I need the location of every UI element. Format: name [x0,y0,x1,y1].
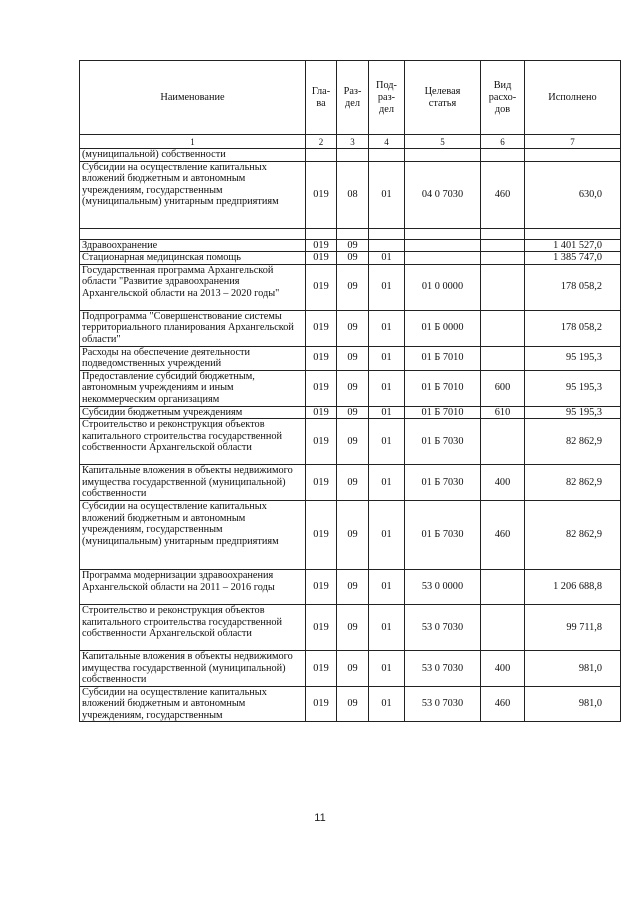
row-podrazdel: 01 [369,370,405,406]
row-razdel: 08 [337,161,369,228]
row-name [80,228,306,239]
row-expense-type [481,149,525,162]
row-razdel: 09 [337,604,369,650]
row-name: Строительство и реконструкция объектов капитального строительства государственной собственности Архангельской области [80,419,306,465]
row-target-article: 01 Б 7030 [405,465,481,501]
row-razdel: 09 [337,569,369,604]
row-podrazdel: 01 [369,569,405,604]
row-podrazdel [369,228,405,239]
header-executed: Исполнено [525,61,621,135]
table-row [80,239,621,252]
row-target-article: 01 Б 7030 [405,500,481,569]
row-expense-type: 460 [481,500,525,569]
table-header-row [80,61,621,135]
row-razdel: 09 [337,465,369,501]
row-name: Государственная программа Архангельской области "Развитие здравоохранения Архангельской области на 2013 – 2020 годы" [80,264,306,310]
row-target-article: 53 0 7030 [405,604,481,650]
table-row [80,406,621,419]
row-glava: 019 [306,419,337,465]
row-name: Предоставление субсидий бюджетным, автономным учреждениям и иным некоммерческим организациям [80,370,306,406]
row-target-article: 01 Б 7010 [405,370,481,406]
row-amount: 630,0 [525,161,621,228]
row-podrazdel: 01 [369,310,405,346]
row-podrazdel: 01 [369,161,405,228]
row-name: Капитальные вложения в объекты недвижимого имущества государственной (муниципальной) собственности [80,465,306,501]
row-target-article: 53 0 0000 [405,569,481,604]
row-name: (муниципальной) собственности [80,149,306,162]
table-row [80,346,621,370]
row-razdel: 09 [337,406,369,419]
column-number: 6 [481,135,525,149]
row-name: Капитальные вложения в объекты недвижимого имущества государственной (муниципальной) собственности [80,650,306,686]
table-row [80,604,621,650]
row-name: Стационарная медицинская помощь [80,252,306,265]
header-glava: Гла- ва [306,61,337,135]
table-row [80,465,621,501]
row-expense-type [481,604,525,650]
table-row [80,228,621,239]
header-target-article: Целевая статья [405,61,481,135]
row-glava: 019 [306,604,337,650]
row-amount: 178 058,2 [525,264,621,310]
row-target-article: 53 0 7030 [405,686,481,722]
row-amount: 82 862,9 [525,465,621,501]
row-name: Субсидии бюджетным учреждениям [80,406,306,419]
row-glava: 019 [306,500,337,569]
row-amount: 95 195,3 [525,346,621,370]
row-podrazdel: 01 [369,346,405,370]
row-glava: 019 [306,264,337,310]
row-name: Здравоохранение [80,239,306,252]
row-amount [525,149,621,162]
row-razdel: 09 [337,419,369,465]
row-expense-type: 400 [481,465,525,501]
row-glava: 019 [306,310,337,346]
row-expense-type: 460 [481,686,525,722]
budget-execution-table [79,60,621,722]
row-amount: 981,0 [525,650,621,686]
row-name: Подпрограмма "Совершенствование системы территориального планирования Архангельской области" [80,310,306,346]
column-number: 5 [405,135,481,149]
row-razdel: 09 [337,264,369,310]
row-expense-type [481,228,525,239]
row-amount: 95 195,3 [525,406,621,419]
row-target-article [405,252,481,265]
row-amount: 95 195,3 [525,370,621,406]
row-razdel: 09 [337,650,369,686]
row-razdel: 09 [337,239,369,252]
row-name: Строительство и реконструкция объектов капитального строительства государственной собственности Архангельской области [80,604,306,650]
row-name: Субсидии на осуществление капитальных вложений бюджетным и автономным учреждениям, государственным (муниципальным) унитарным предприятиям [80,500,306,569]
row-amount: 981,0 [525,686,621,722]
column-number: 1 [80,135,306,149]
row-podrazdel: 01 [369,686,405,722]
row-target-article [405,228,481,239]
row-razdel: 09 [337,346,369,370]
table-row [80,686,621,722]
row-glava: 019 [306,406,337,419]
row-expense-type: 400 [481,650,525,686]
row-amount [525,228,621,239]
row-podrazdel: 01 [369,500,405,569]
row-expense-type [481,264,525,310]
page-number: 11 [314,812,326,824]
row-razdel: 09 [337,310,369,346]
row-glava: 019 [306,465,337,501]
column-number: 7 [525,135,621,149]
row-amount: 1 401 527,0 [525,239,621,252]
row-target-article: 01 Б 0000 [405,310,481,346]
row-expense-type [481,419,525,465]
row-amount: 82 862,9 [525,500,621,569]
row-podrazdel: 01 [369,264,405,310]
header-razdel: Раз- дел [337,61,369,135]
column-number: 3 [337,135,369,149]
row-podrazdel: 01 [369,650,405,686]
row-glava: 019 [306,252,337,265]
row-name: Расходы на обеспечение деятельности подведомственных учреждений [80,346,306,370]
row-razdel: 09 [337,500,369,569]
row-name: Субсидии на осуществление капитальных вложений бюджетным и автономным учреждениям, государственным [80,686,306,722]
row-glava: 019 [306,239,337,252]
column-number: 2 [306,135,337,149]
row-glava: 019 [306,569,337,604]
row-amount: 82 862,9 [525,419,621,465]
row-amount: 178 058,2 [525,310,621,346]
row-expense-type [481,252,525,265]
column-number-row [80,135,621,149]
row-target-article [405,239,481,252]
row-name: Программа модернизации здравоохранения Архангельской области на 2011 – 2016 годы [80,569,306,604]
table-row [80,252,621,265]
row-expense-type: 610 [481,406,525,419]
row-glava [306,228,337,239]
row-podrazdel [369,239,405,252]
column-number: 4 [369,135,405,149]
row-podrazdel: 01 [369,465,405,501]
row-podrazdel: 01 [369,419,405,465]
row-podrazdel: 01 [369,406,405,419]
row-target-article: 53 0 7030 [405,650,481,686]
row-podrazdel: 01 [369,604,405,650]
row-amount: 1 206 688,8 [525,569,621,604]
row-razdel: 09 [337,370,369,406]
row-glava: 019 [306,650,337,686]
table-row [80,161,621,228]
row-glava: 019 [306,686,337,722]
table-row [80,419,621,465]
row-podrazdel [369,149,405,162]
row-target-article: 01 Б 7010 [405,406,481,419]
row-expense-type [481,569,525,604]
table-row [80,500,621,569]
row-razdel: 09 [337,252,369,265]
row-target-article: 01 Б 7010 [405,346,481,370]
table-body [80,149,621,722]
table-row [80,264,621,310]
row-razdel [337,228,369,239]
row-glava: 019 [306,370,337,406]
header-name: Наименование [80,61,306,135]
row-amount: 99 711,8 [525,604,621,650]
table-row [80,569,621,604]
table-row [80,149,621,162]
row-target-article: 04 0 7030 [405,161,481,228]
row-podrazdel: 01 [369,252,405,265]
table-row [80,650,621,686]
row-expense-type [481,239,525,252]
table-row [80,310,621,346]
row-target-article: 01 Б 7030 [405,419,481,465]
header-podrazdel: Под- раз- дел [369,61,405,135]
header-expense-type: Вид расхо- дов [481,61,525,135]
row-target-article: 01 0 0000 [405,264,481,310]
table-row [80,370,621,406]
row-glava: 019 [306,161,337,228]
row-expense-type [481,310,525,346]
row-glava: 019 [306,346,337,370]
row-expense-type: 460 [481,161,525,228]
row-glava [306,149,337,162]
row-razdel: 09 [337,686,369,722]
row-target-article [405,149,481,162]
row-expense-type [481,346,525,370]
row-amount: 1 385 747,0 [525,252,621,265]
row-razdel [337,149,369,162]
row-expense-type: 600 [481,370,525,406]
row-name: Субсидии на осуществление капитальных вложений бюджетным и автономным учреждениям, государственным (муниципальным) унитарным предприятиям [80,161,306,228]
